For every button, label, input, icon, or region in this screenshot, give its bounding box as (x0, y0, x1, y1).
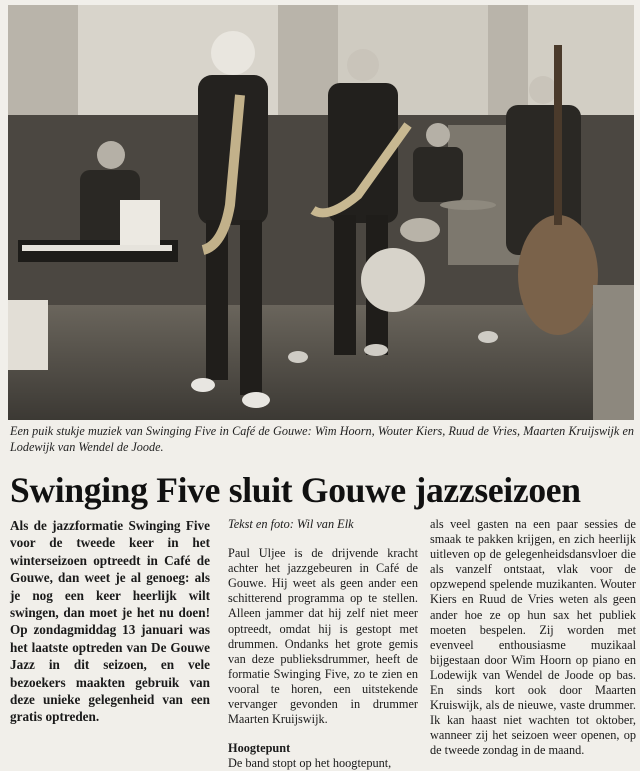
band-photo (8, 5, 634, 420)
lead-column (10, 517, 210, 726)
photo-caption: Een puik stukje muziek van Swinging Five in Café de Gouwe: Wim Hoorn, Wouter Kiers, Ruud de Vries, Maarten Kruijswijk en Lodewijk van Wendel de Joode. (10, 424, 634, 454)
headline: Swinging Five sluit Gouwe jazzseizoen (10, 470, 581, 510)
body-paragraph: als veel gasten na een paar sessies de smaak te pakken krijgen, en zich heerlijk uitleven op de gelegenheidsdansvloer die als vanzelf ontstaat, vlak voor de opzwepend spelende muzikanten. Wouter Kiers en Ruud de Vries weten als geen ander hoe ze op hun sax het publiek moeten bespelen. Zij worden met evenveel enthousiasme muzikaal bijgestaan door Wim Hoorn op piano en Lodewijk van Wendel de Joode op bas. En sinds kort ook door Maarten Kruiswijk, als de nieuwe, vaste drummer. Ik kan haast niet wachten tot oktober, wanneer zij het seizoen weer openen, op de tweede zondag in de maand. (430, 517, 636, 758)
body-paragraph: De band stopt op het hoogtepunt, (228, 756, 392, 771)
body-column-right (430, 517, 636, 759)
lead-paragraph: Als de jazzformatie Swinging Five voor de tweede keer in het winterseizoen optreedt in Café de Gouwe, dan weet je al genoeg: als je nog een keer heerlijk wilt swingen, dan moet je het nu doen! Op zondagmiddag 13 januari was het laatste optreden van De Gouwe Jazz in dit seizoen, en vele bezoekers maakten gebruik van deze unieke gelegenheid van een gratis optreden. (10, 518, 210, 725)
subheading: Hoogtepunt (228, 741, 291, 756)
body-paragraph: Paul Uljee is de drijvende kracht achter het jazzgebeuren in Café de Gouwe. Hij weet als geen ander een schitterend programma op te stellen. Alleen jammer dat hij zelf niet meer optreedt, omdat hij is gestopt met drummen. Ondanks het grote gemis van deze publieksdrummer, heeft de formatie Swinging Five, zo te zien en vooral te horen, een uitstekende vervanger gevonden in drummer Maarten Kruijswijk. (228, 546, 418, 727)
byline: Tekst en foto: Wil van Elk (228, 517, 354, 531)
body-column-middle (228, 517, 418, 771)
